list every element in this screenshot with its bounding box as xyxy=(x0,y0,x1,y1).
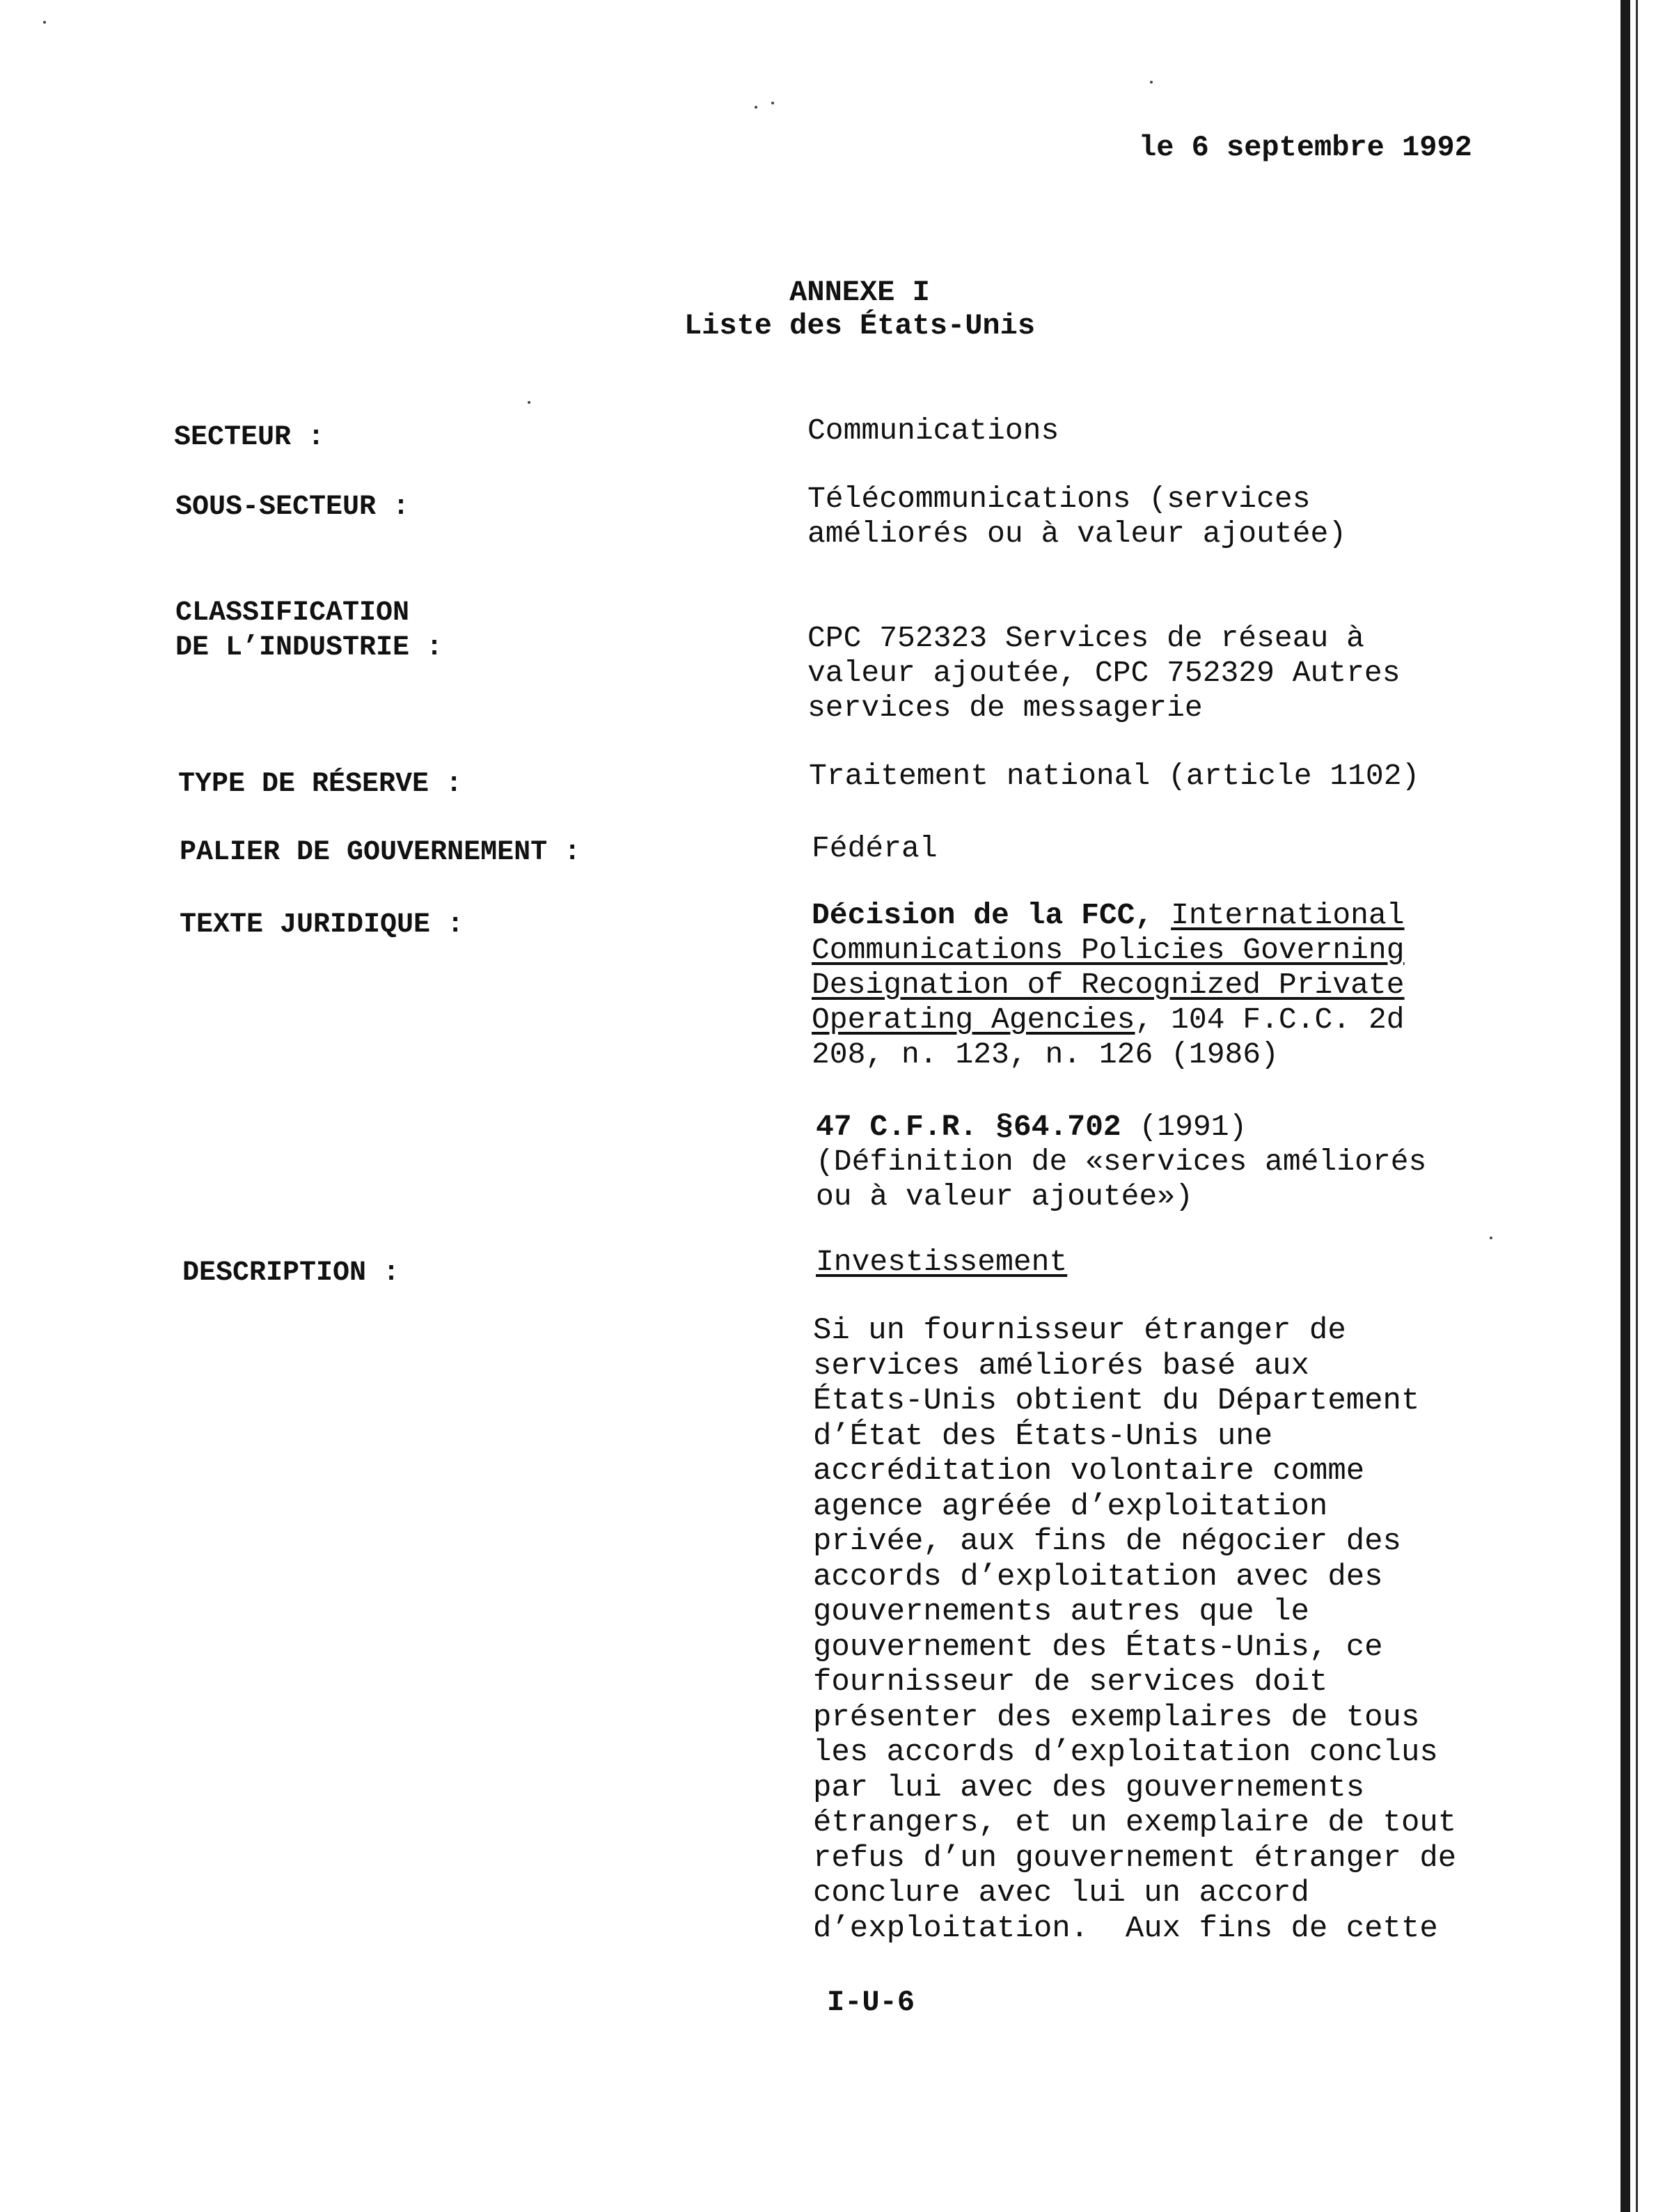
scan-speck xyxy=(1490,1237,1492,1239)
palier-label: PALIER DE GOUVERNEMENT : xyxy=(180,837,581,868)
annex-title: ANNEXE I xyxy=(789,276,930,309)
sous-secteur-value: Télécommunications (services améliorés ou à valeur ajoutée) xyxy=(807,482,1347,551)
classification-value: CPC 752323 Services de réseau à valeur ajoutée, CPC 752329 Autres services de messagerie xyxy=(807,621,1401,725)
secteur-value: Communications xyxy=(807,414,1059,448)
secteur-label: SECTEUR : xyxy=(174,422,325,453)
fcc-decision xyxy=(812,898,1405,1072)
annex-subtitle: Liste des États-Unis xyxy=(684,309,1036,343)
description-label: DESCRIPTION : xyxy=(182,1257,400,1289)
fcc-citation-line5: 208, n. 123, n. 126 (1986) xyxy=(812,1037,1279,1072)
palier-value: Fédéral xyxy=(812,831,938,865)
fcc-title-line2: Communications Policies Governing xyxy=(812,933,1405,967)
scan-speck xyxy=(1150,81,1153,84)
type-reserve-label: TYPE DE RÉSERVE : xyxy=(178,769,463,800)
type-reserve-value: Traitement national (article 1102) xyxy=(809,759,1420,793)
page-number: I-U-6 xyxy=(827,1986,915,2019)
cfr-note: (Définition de «services améliorés ou à valeur ajoutée») xyxy=(816,1145,1427,1214)
scan-speck xyxy=(528,401,530,404)
scan-speck xyxy=(43,21,46,24)
description-heading: Investissement xyxy=(816,1245,1068,1279)
sous-secteur-label: SOUS-SECTEUR : xyxy=(175,492,410,523)
fcc-title-line3: Designation of Recognized Private xyxy=(812,968,1405,1002)
classification-label: CLASSIFICATION DE L’INDUSTRIE : xyxy=(175,597,443,664)
fcc-prefix: Décision de la FCC, xyxy=(812,898,1153,932)
fcc-citation-line4: , 104 F.C.C. 2d xyxy=(1135,1003,1405,1037)
document-date: le 6 septembre 1992 xyxy=(1139,131,1472,164)
texte-juridique-label: TEXTE JURIDIQUE : xyxy=(180,909,464,941)
cfr-year: (1991) xyxy=(1121,1110,1247,1144)
cfr-bold: 47 C.F.R. §64.702 xyxy=(816,1110,1121,1144)
fcc-title-line4: Operating Agencies xyxy=(812,1003,1135,1037)
scan-speck xyxy=(755,106,757,109)
fcc-title-line1: International xyxy=(1171,898,1405,932)
description-text: Si un fournisseur étranger de services améliorés basé aux États-Unis obtient du Département d’État des États-Unis une accréditation volontaire comme agence agréée d’exploitation privée, aux fins de négocier des accords d’exploitation avec des gouvernements autres que le gouvernement des États-Unis, ce fournisseur de services doit présenter des exemplaires de tous les accords d’exploitation conclus par lui avec des gouvernements étrangers, et un exemplaire de tout refus d’un gouvernement étranger de conclure avec lui un accord d’exploitation. Aux fins de cette xyxy=(813,1313,1457,1946)
scan-speck xyxy=(771,102,774,104)
cfr-reference xyxy=(816,1110,1426,1214)
